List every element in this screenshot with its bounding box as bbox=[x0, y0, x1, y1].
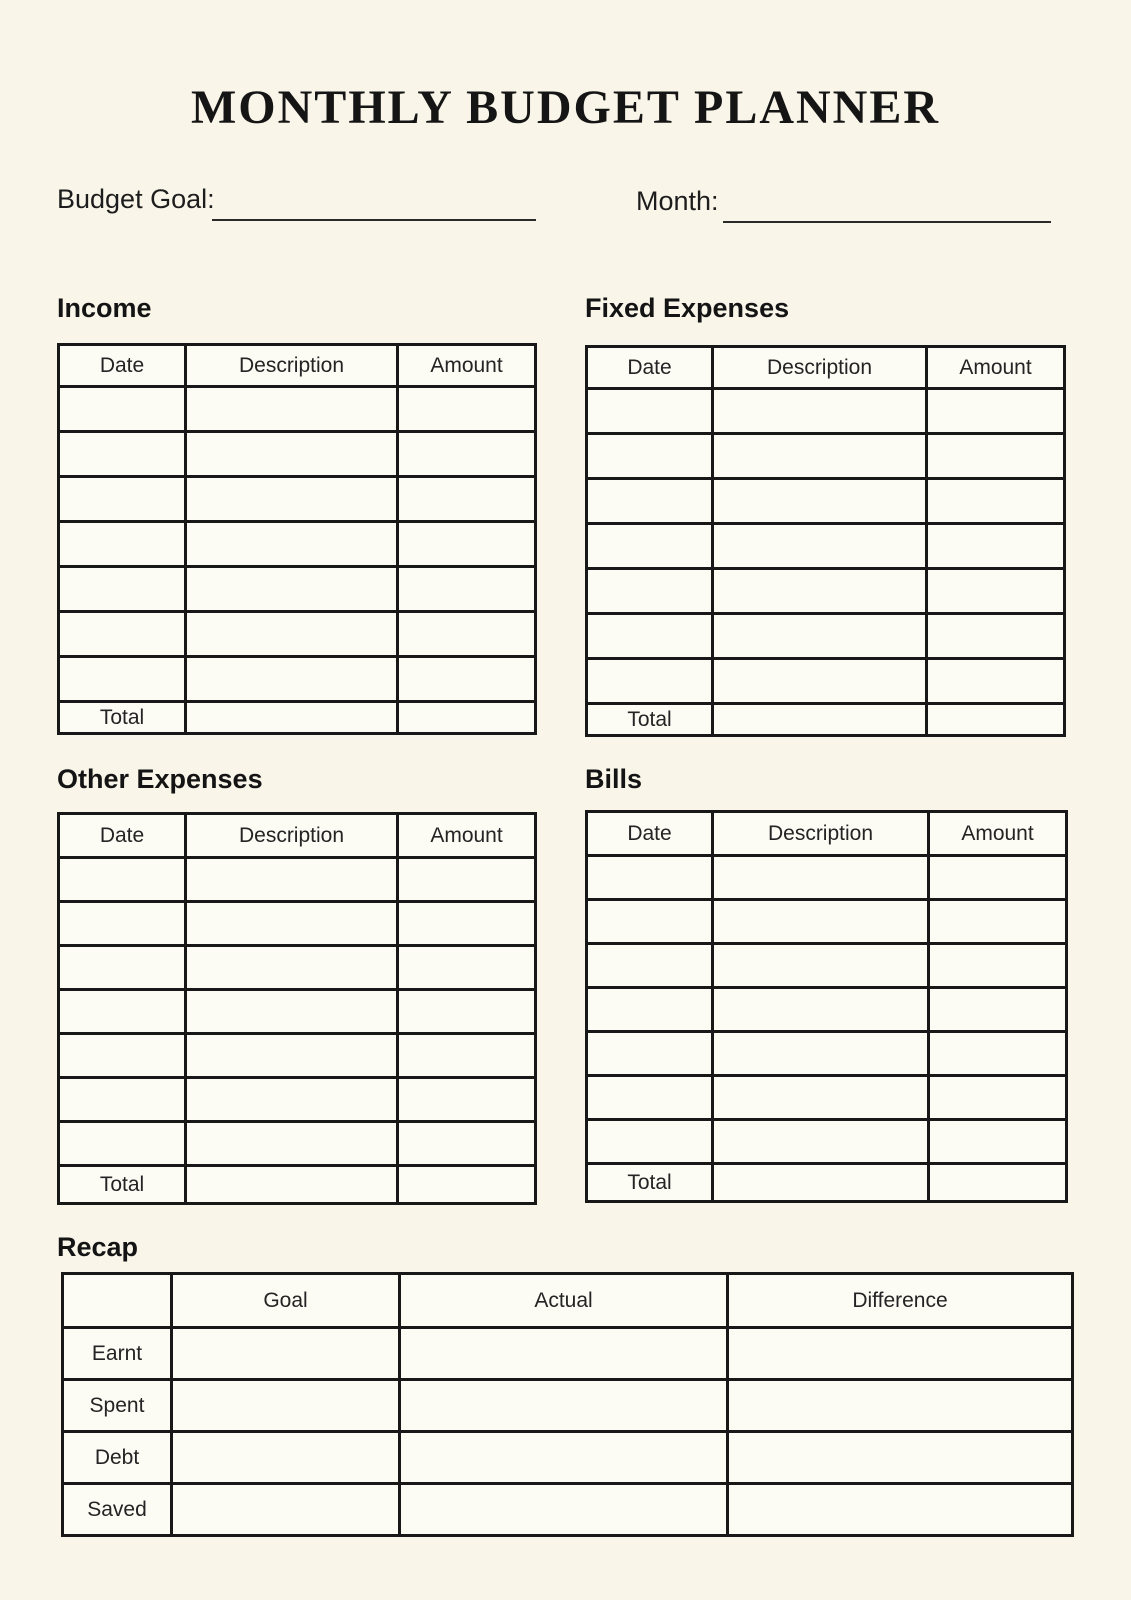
description-cell[interactable] bbox=[713, 389, 927, 434]
total-amount-cell[interactable] bbox=[398, 702, 536, 734]
description-cell[interactable] bbox=[186, 477, 398, 522]
date-cell[interactable] bbox=[587, 569, 713, 614]
difference-cell[interactable] bbox=[728, 1432, 1073, 1484]
recap-corner-cell bbox=[63, 1274, 172, 1328]
month-field[interactable] bbox=[723, 189, 1051, 223]
description-cell[interactable] bbox=[186, 946, 398, 990]
bills-description-header: Description bbox=[713, 812, 929, 856]
total-label: Total bbox=[59, 1166, 186, 1204]
amount-cell[interactable] bbox=[398, 1122, 536, 1166]
date-cell[interactable] bbox=[59, 902, 186, 946]
table-row bbox=[59, 477, 536, 522]
date-cell[interactable] bbox=[587, 389, 713, 434]
description-cell[interactable] bbox=[186, 432, 398, 477]
amount-cell[interactable] bbox=[398, 432, 536, 477]
date-cell[interactable] bbox=[587, 856, 713, 900]
total-label: Total bbox=[587, 704, 713, 736]
date-cell[interactable] bbox=[59, 858, 186, 902]
total-amount-cell[interactable] bbox=[398, 1166, 536, 1204]
bills-amount-header: Amount bbox=[929, 812, 1067, 856]
description-cell[interactable] bbox=[713, 944, 929, 988]
recap-difference-header: Difference bbox=[728, 1274, 1073, 1328]
amount-cell[interactable] bbox=[927, 569, 1065, 614]
table-row bbox=[59, 946, 536, 990]
amount-cell[interactable] bbox=[398, 990, 536, 1034]
description-cell[interactable] bbox=[186, 902, 398, 946]
date-cell[interactable] bbox=[59, 432, 186, 477]
amount-cell[interactable] bbox=[929, 1120, 1067, 1164]
description-cell[interactable] bbox=[713, 856, 929, 900]
other-expenses-table bbox=[57, 812, 537, 1205]
total-label: Total bbox=[587, 1164, 713, 1202]
recap-row-label: Spent bbox=[63, 1380, 172, 1432]
table-row bbox=[587, 389, 1065, 434]
table-row bbox=[59, 612, 536, 657]
recap-row-label: Debt bbox=[63, 1432, 172, 1484]
amount-cell[interactable] bbox=[398, 1034, 536, 1078]
table-row bbox=[587, 659, 1065, 704]
date-cell[interactable] bbox=[587, 988, 713, 1032]
table-row bbox=[59, 990, 536, 1034]
description-cell[interactable] bbox=[713, 1120, 929, 1164]
other-expenses-description-header: Description bbox=[186, 814, 398, 858]
income-table bbox=[57, 343, 537, 735]
table-row bbox=[59, 387, 536, 432]
amount-cell[interactable] bbox=[398, 477, 536, 522]
actual-cell[interactable] bbox=[400, 1484, 728, 1536]
date-cell[interactable] bbox=[587, 1120, 713, 1164]
description-cell[interactable] bbox=[186, 1078, 398, 1122]
amount-cell[interactable] bbox=[927, 614, 1065, 659]
table-row bbox=[59, 657, 536, 702]
goal-cell[interactable] bbox=[172, 1328, 400, 1380]
amount-cell[interactable] bbox=[929, 1032, 1067, 1076]
date-cell[interactable] bbox=[59, 1122, 186, 1166]
amount-cell[interactable] bbox=[398, 1078, 536, 1122]
recap-table bbox=[61, 1272, 1074, 1537]
recap-row-earnt bbox=[63, 1328, 1073, 1380]
amount-cell[interactable] bbox=[927, 524, 1065, 569]
date-cell[interactable] bbox=[59, 522, 186, 567]
bills-date-header: Date bbox=[587, 812, 713, 856]
table-row bbox=[587, 900, 1067, 944]
table-row bbox=[587, 434, 1065, 479]
recap-row-debt bbox=[63, 1432, 1073, 1484]
actual-cell[interactable] bbox=[400, 1432, 728, 1484]
fixed-expenses-description-header: Description bbox=[713, 347, 927, 389]
table-row bbox=[59, 858, 536, 902]
description-cell[interactable] bbox=[186, 657, 398, 702]
total-description-cell[interactable] bbox=[186, 1166, 398, 1204]
recap-row-spent bbox=[63, 1380, 1073, 1432]
recap-actual-header: Actual bbox=[400, 1274, 728, 1328]
date-cell[interactable] bbox=[587, 1076, 713, 1120]
amount-cell[interactable] bbox=[929, 1076, 1067, 1120]
amount-cell[interactable] bbox=[927, 659, 1065, 704]
income-description-header: Description bbox=[186, 345, 398, 387]
amount-cell[interactable] bbox=[398, 387, 536, 432]
date-cell[interactable] bbox=[587, 434, 713, 479]
total-amount-cell[interactable] bbox=[929, 1164, 1067, 1202]
table-row bbox=[587, 1032, 1067, 1076]
date-cell[interactable] bbox=[59, 477, 186, 522]
fixed-expenses-table bbox=[585, 345, 1066, 737]
amount-cell[interactable] bbox=[398, 612, 536, 657]
date-cell[interactable] bbox=[59, 990, 186, 1034]
description-cell[interactable] bbox=[713, 659, 927, 704]
description-cell[interactable] bbox=[713, 988, 929, 1032]
date-cell[interactable] bbox=[587, 479, 713, 524]
description-cell[interactable] bbox=[186, 1034, 398, 1078]
other-expenses-heading: Other Expenses bbox=[57, 764, 263, 794]
amount-cell[interactable] bbox=[929, 944, 1067, 988]
table-row bbox=[587, 1120, 1067, 1164]
date-cell[interactable] bbox=[59, 1078, 186, 1122]
amount-cell[interactable] bbox=[398, 902, 536, 946]
amount-cell[interactable] bbox=[929, 900, 1067, 944]
actual-cell[interactable] bbox=[400, 1380, 728, 1432]
recap-heading: Recap bbox=[57, 1232, 139, 1262]
description-cell[interactable] bbox=[186, 387, 398, 432]
table-row bbox=[59, 522, 536, 567]
page-title: MONTHLY BUDGET PLANNER bbox=[191, 81, 940, 134]
table-row bbox=[587, 988, 1067, 1032]
total-description-cell[interactable] bbox=[713, 1164, 929, 1202]
table-row bbox=[587, 614, 1065, 659]
goal-cell[interactable] bbox=[172, 1380, 400, 1432]
description-cell[interactable] bbox=[186, 990, 398, 1034]
description-cell[interactable] bbox=[713, 524, 927, 569]
date-cell[interactable] bbox=[59, 657, 186, 702]
total-row bbox=[59, 1166, 536, 1204]
table-row bbox=[59, 432, 536, 477]
fixed-expenses-amount-header: Amount bbox=[927, 347, 1065, 389]
date-cell[interactable] bbox=[587, 944, 713, 988]
date-cell[interactable] bbox=[59, 567, 186, 612]
description-cell[interactable] bbox=[713, 479, 927, 524]
table-row bbox=[59, 1034, 536, 1078]
date-cell[interactable] bbox=[587, 524, 713, 569]
amount-cell[interactable] bbox=[929, 988, 1067, 1032]
difference-cell[interactable] bbox=[728, 1380, 1073, 1432]
description-cell[interactable] bbox=[713, 569, 927, 614]
income-heading: Income bbox=[57, 293, 152, 323]
date-cell[interactable] bbox=[587, 1032, 713, 1076]
difference-cell[interactable] bbox=[728, 1484, 1073, 1536]
description-cell[interactable] bbox=[713, 434, 927, 479]
table-row bbox=[587, 1076, 1067, 1120]
description-cell[interactable] bbox=[713, 900, 929, 944]
description-cell[interactable] bbox=[713, 614, 927, 659]
recap-row-label: Earnt bbox=[63, 1328, 172, 1380]
date-cell[interactable] bbox=[59, 612, 186, 657]
amount-cell[interactable] bbox=[398, 946, 536, 990]
difference-cell[interactable] bbox=[728, 1328, 1073, 1380]
goal-cell[interactable] bbox=[172, 1432, 400, 1484]
total-row bbox=[587, 704, 1065, 736]
description-cell[interactable] bbox=[186, 858, 398, 902]
month-label: Month: bbox=[636, 186, 719, 216]
amount-cell[interactable] bbox=[398, 567, 536, 612]
table-row bbox=[59, 902, 536, 946]
table-row bbox=[59, 567, 536, 612]
table-row bbox=[587, 569, 1065, 614]
actual-cell[interactable] bbox=[400, 1328, 728, 1380]
table-row bbox=[587, 479, 1065, 524]
table-row bbox=[587, 524, 1065, 569]
table-row bbox=[59, 1078, 536, 1122]
income-date-header: Date bbox=[59, 345, 186, 387]
budget-goal-label: Budget Goal: bbox=[57, 184, 215, 214]
amount-cell[interactable] bbox=[929, 856, 1067, 900]
fixed-expenses-date-header: Date bbox=[587, 347, 713, 389]
total-description-cell[interactable] bbox=[186, 702, 398, 734]
income-amount-header: Amount bbox=[398, 345, 536, 387]
description-cell[interactable] bbox=[186, 567, 398, 612]
description-cell[interactable] bbox=[713, 1032, 929, 1076]
table-row bbox=[587, 856, 1067, 900]
total-row bbox=[59, 702, 536, 734]
date-cell[interactable] bbox=[59, 946, 186, 990]
amount-cell[interactable] bbox=[398, 858, 536, 902]
date-cell[interactable] bbox=[59, 387, 186, 432]
date-cell[interactable] bbox=[587, 614, 713, 659]
amount-cell[interactable] bbox=[927, 434, 1065, 479]
recap-goal-header: Goal bbox=[172, 1274, 400, 1328]
date-cell[interactable] bbox=[587, 900, 713, 944]
fixed-expenses-heading: Fixed Expenses bbox=[585, 293, 790, 323]
bills-table bbox=[585, 810, 1068, 1203]
budget-goal-field[interactable] bbox=[212, 187, 536, 221]
description-cell[interactable] bbox=[186, 522, 398, 567]
description-cell[interactable] bbox=[713, 1076, 929, 1120]
table-row bbox=[587, 944, 1067, 988]
bills-heading: Bills bbox=[585, 764, 643, 794]
amount-cell[interactable] bbox=[398, 522, 536, 567]
goal-cell[interactable] bbox=[172, 1484, 400, 1536]
amount-cell[interactable] bbox=[927, 479, 1065, 524]
recap-row-label: Saved bbox=[63, 1484, 172, 1536]
table-row bbox=[59, 1122, 536, 1166]
total-description-cell[interactable] bbox=[713, 704, 927, 736]
other-expenses-date-header: Date bbox=[59, 814, 186, 858]
total-amount-cell[interactable] bbox=[927, 704, 1065, 736]
total-row bbox=[587, 1164, 1067, 1202]
recap-row-saved bbox=[63, 1484, 1073, 1536]
description-cell[interactable] bbox=[186, 1122, 398, 1166]
amount-cell[interactable] bbox=[398, 657, 536, 702]
other-expenses-amount-header: Amount bbox=[398, 814, 536, 858]
date-cell[interactable] bbox=[587, 659, 713, 704]
total-label: Total bbox=[59, 702, 186, 734]
amount-cell[interactable] bbox=[927, 389, 1065, 434]
date-cell[interactable] bbox=[59, 1034, 186, 1078]
description-cell[interactable] bbox=[186, 612, 398, 657]
